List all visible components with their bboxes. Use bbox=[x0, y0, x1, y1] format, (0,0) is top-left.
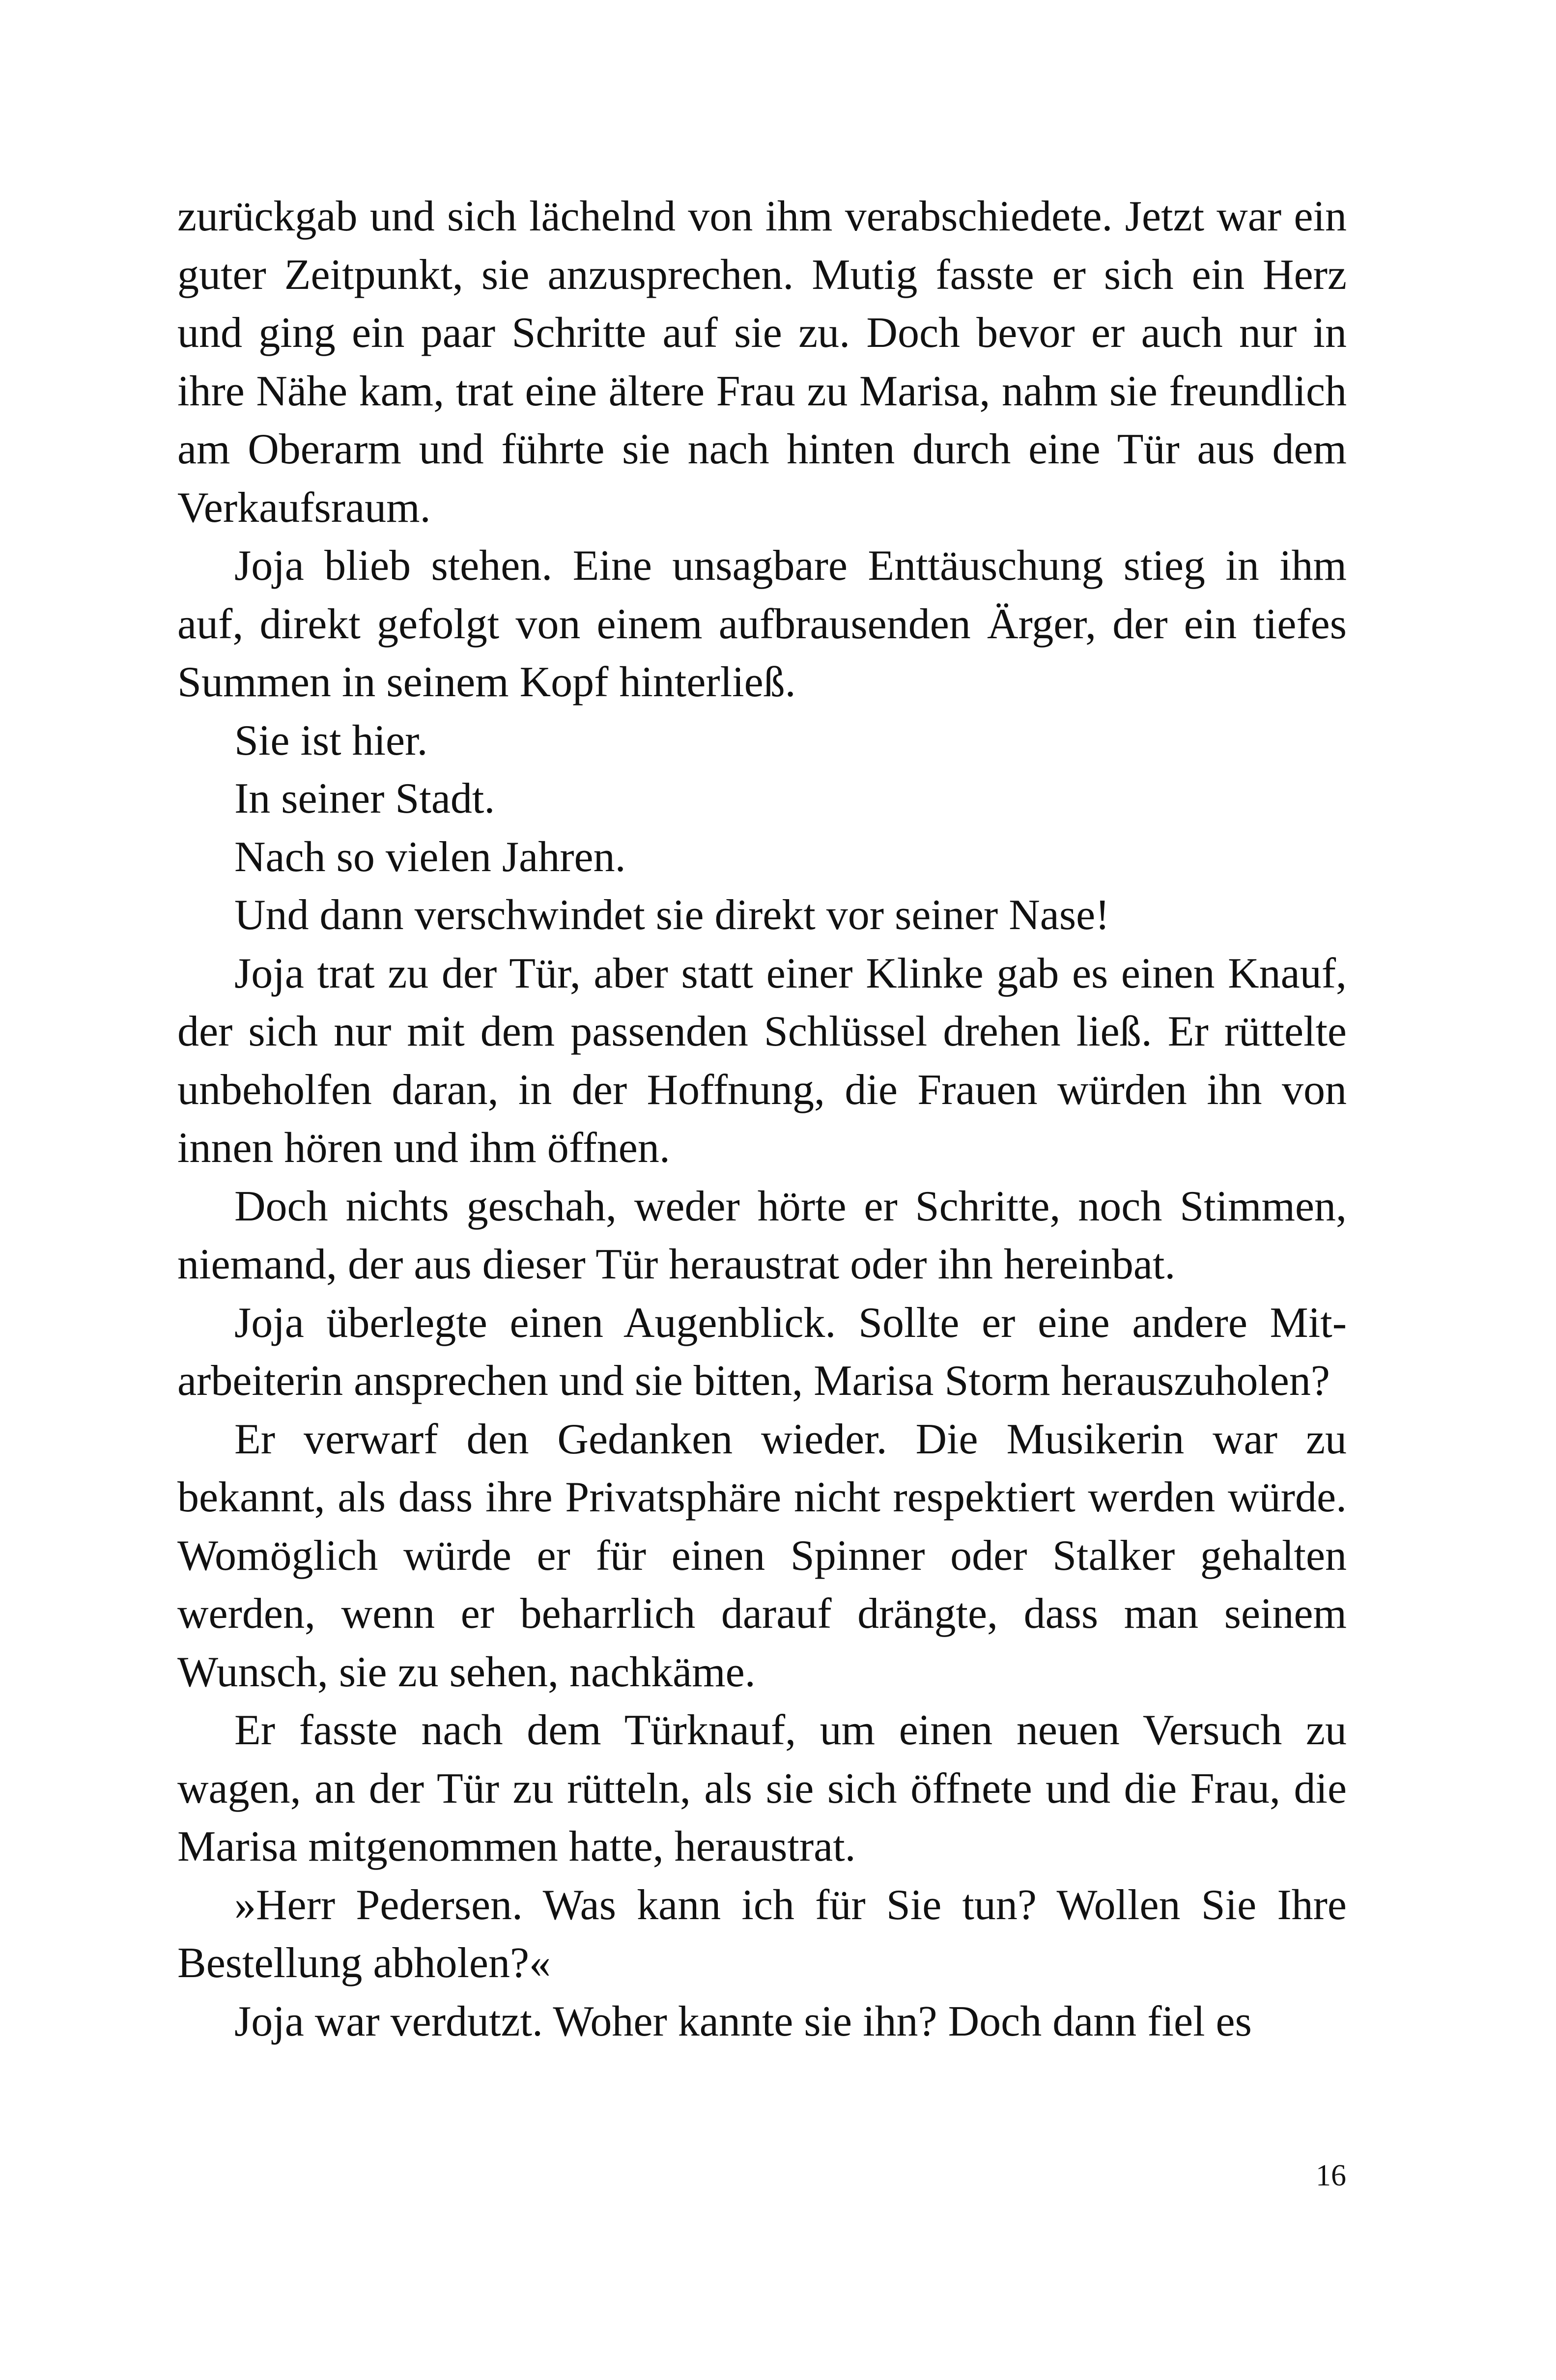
paragraph: Er verwarf den Gedanken wieder. Die Musikerin war zu bekannt, als dass ihre Privatsphäre nicht respektiert werden würde. Womöglich würde er für einen Spinner oder Stalker gehalten werden, wenn er beharrlich darauf drängte, dass man seinem Wunsch, sie zu sehen, nachkäme. bbox=[177, 1415, 1347, 1696]
paragraph: Doch nichts geschah, weder hörte er Schritte, noch Stimmen, niemand, der aus dieser Tür heraustrat oder ihn hereinbat. bbox=[177, 1182, 1347, 1288]
paragraph: Joja blieb stehen. Eine unsagbare Enttäuschung stieg in ihm auf, direkt gefolgt von einem aufbrausenden Ärger, der ein tiefes Summen in seinem Kopf hinterließ. bbox=[177, 542, 1347, 706]
page-number: 16 bbox=[1316, 2159, 1346, 2192]
paragraph: Und dann verschwindet sie direkt vor seiner Nase! bbox=[234, 891, 1110, 939]
paragraph: In seiner Stadt. bbox=[234, 775, 495, 822]
paragraph: Sie ist hier. bbox=[234, 716, 428, 765]
book-page-body bbox=[177, 188, 1347, 2051]
paragraph: Joja trat zu der Tür, aber statt einer Klinke gab es einen Knauf, der sich nur mit dem passenden Schlüssel drehen ließ. Er rüttelte unbeholfen daran, in der Hoffnung, die Frauen würden ihn von innen hören und ihm öffnen. bbox=[177, 949, 1347, 1172]
paragraph: Er fasste nach dem Türknauf, um einen neuen Versuch zu wagen, an der Tür zu rütteln, als sie sich öffnete und die Frau, die Marisa mitgenommen hatte, heraustrat. bbox=[177, 1706, 1347, 1870]
paragraph: Nach so vielen Jahren. bbox=[234, 833, 626, 881]
paragraph: Joja überlegte einen Augenblick. Sollte er eine andere Mitarbeiterin ansprechen und sie bitten, Marisa Storm herauszuholen? bbox=[177, 1299, 1347, 1405]
paragraph: »Herr Pedersen. Was kann ich für Sie tun? Wollen Sie Ihre Bestellung abholen?« bbox=[177, 1881, 1347, 1987]
paragraph: Joja war verdutzt. Woher kannte sie ihn? Doch dann fiel es bbox=[234, 1997, 1252, 2045]
paragraph: zurückgab und sich lächelnd von ihm verabschiedete. Jetzt war ein guter Zeitpunkt, sie anzusprechen. Mutig fasste er sich ein Herz und ging ein paar Schritte auf sie zu. Doch bevor er auch nur in ihre Nähe kam, trat eine ältere Frau zu Marisa, nahm sie freundlich am Oberarm und führte sie nach hinten durch eine Tür aus dem Verkaufsraum. bbox=[177, 193, 1347, 532]
